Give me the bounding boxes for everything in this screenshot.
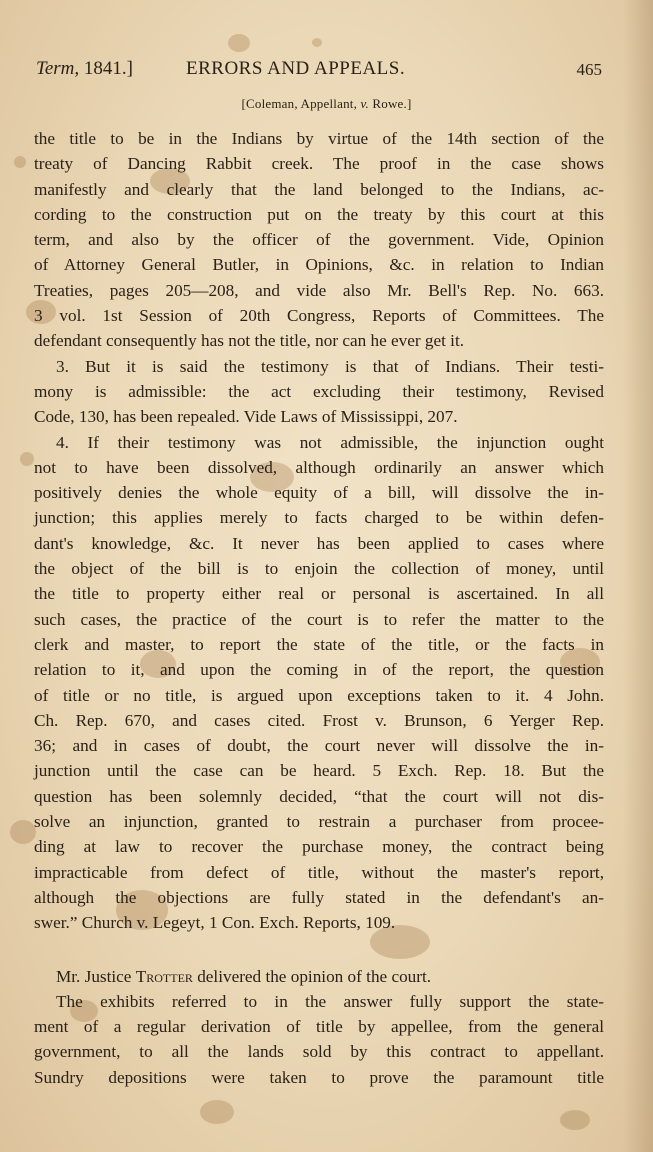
- text-line: relation to it, and upon the coming in of the report, the question: [34, 660, 604, 680]
- text-line: junction until the case can be heard. 5 Exch. Rep. 18. But the: [34, 761, 604, 781]
- page-edge-shadow: [623, 0, 653, 1152]
- text-line: clerk and master, to report the state of the title, or the facts in: [34, 634, 604, 654]
- running-header: [36, 56, 602, 84]
- text-line: ding at law to recover the purchase money, the contract being: [34, 837, 604, 857]
- text-line: solve an injunction, granted to restrain a purchaser from procee-: [34, 812, 604, 832]
- text-line: treaty of Dancing Rabbit creek. The proof in the case shows: [34, 154, 604, 174]
- justice-name: Trotter: [135, 966, 193, 986]
- text-line: mony is admissible: the act excluding their testimony, Revised: [34, 381, 604, 401]
- foxing-stain: [20, 452, 34, 466]
- foxing-stain: [10, 820, 36, 844]
- text-line: 3. But it is said the testimony is that of Indians. Their testi-: [56, 356, 604, 376]
- text-line: although the objections are fully stated in the defendant's an-: [34, 887, 604, 907]
- term-label: [36, 58, 133, 80]
- text-line: dant's knowledge, &c. It never has been applied to cases where: [34, 533, 604, 553]
- text-line: manifestly and clearly that the land belonged to the Indians, ac-: [34, 179, 604, 199]
- text-line: defendant consequently has not the title, nor can he ever get it.: [34, 331, 465, 351]
- text-line: not to have been dissolved, although ordinarily an answer which: [34, 457, 604, 477]
- argument-text: [34, 126, 604, 936]
- text-line: such cases, the practice of the court is to refer the matter to the: [34, 609, 604, 629]
- text-line: of title or no title, is argued upon exceptions taken to it. 4 John.: [34, 685, 604, 705]
- foxing-stain: [560, 1110, 590, 1130]
- text-line: question has been solemnly decided, “that the court will not dis-: [34, 786, 604, 806]
- text-line: impracticable from defect of title, without the master's report,: [34, 862, 604, 882]
- text-line: Treaties, pages 205—208, and vide also Mr. Bell's Rep. No. 663.: [34, 280, 604, 300]
- text-line: swer.” Church v. Legeyt, 1 Con. Exch. Reports, 109.: [34, 913, 396, 933]
- text-line: junction; this applies merely to facts charged to be within defen-: [34, 508, 604, 528]
- foxing-stain: [200, 1100, 234, 1124]
- opinion-intro-after: delivered the opinion of the court.: [192, 966, 432, 986]
- text-line: positively denies the whole equity of a bill, will dissolve the in-: [34, 483, 604, 503]
- text-line: the title to property either real or personal is ascertained. In all: [34, 584, 604, 604]
- text-line: Code, 130, has been repealed. Vide Laws of Mississippi, 207.: [34, 407, 458, 427]
- text-line: term, and also by the officer of the government. Vide, Opinion: [34, 230, 604, 250]
- foxing-stain: [312, 38, 322, 47]
- text-line: government, to all the lands sold by this contract to appellant.: [34, 1042, 604, 1062]
- text-line: 4. If their testimony was not admissible, the injunction ought: [56, 432, 604, 452]
- opinion-text: [34, 989, 604, 1090]
- opinion-intro: [34, 964, 604, 989]
- term-year: 1841.]: [79, 58, 133, 79]
- caption-versus: v.: [360, 96, 369, 111]
- body-text: [34, 126, 604, 1090]
- text-line: cording to the construction put on the treaty by this court at this: [34, 204, 604, 224]
- text-line: Sundry depositions were taken to prove the paramount title: [34, 1067, 604, 1087]
- text-line: Ch. Rep. 670, and cases cited. Frost v. Brunson, 6 Yerger Rep.: [34, 710, 604, 730]
- text-line: The exhibits referred to in the answer fully support the state-: [56, 991, 604, 1011]
- paragraph-gap: [34, 936, 604, 964]
- foxing-stain: [14, 156, 26, 168]
- text-line: 36; and in cases of doubt, the court never will dissolve the in-: [34, 736, 604, 756]
- case-caption: [0, 96, 653, 112]
- text-line: 3 vol. 1st Session of 20th Congress, Reports of Committees. The: [34, 306, 604, 326]
- opinion-intro-before: Mr. Justice: [56, 966, 136, 986]
- running-title: ERRORS AND APPEALS.: [186, 58, 406, 79]
- text-line: the title to be in the Indians by virtue of the 14th section of the: [34, 129, 604, 148]
- text-line: of Attorney General Butler, in Opinions, &c. in relation to Indian: [34, 255, 604, 275]
- text-line: ment of a regular derivation of title by appellee, from the general: [34, 1017, 604, 1037]
- text-line: the object of the bill is to enjoin the collection of money, until: [34, 559, 604, 579]
- foxing-stain: [228, 34, 250, 52]
- caption-after: Rowe.]: [368, 96, 412, 111]
- page-number: 465: [576, 60, 602, 79]
- caption-before: [Coleman, Appellant,: [241, 96, 361, 111]
- term-word: Term,: [36, 58, 80, 79]
